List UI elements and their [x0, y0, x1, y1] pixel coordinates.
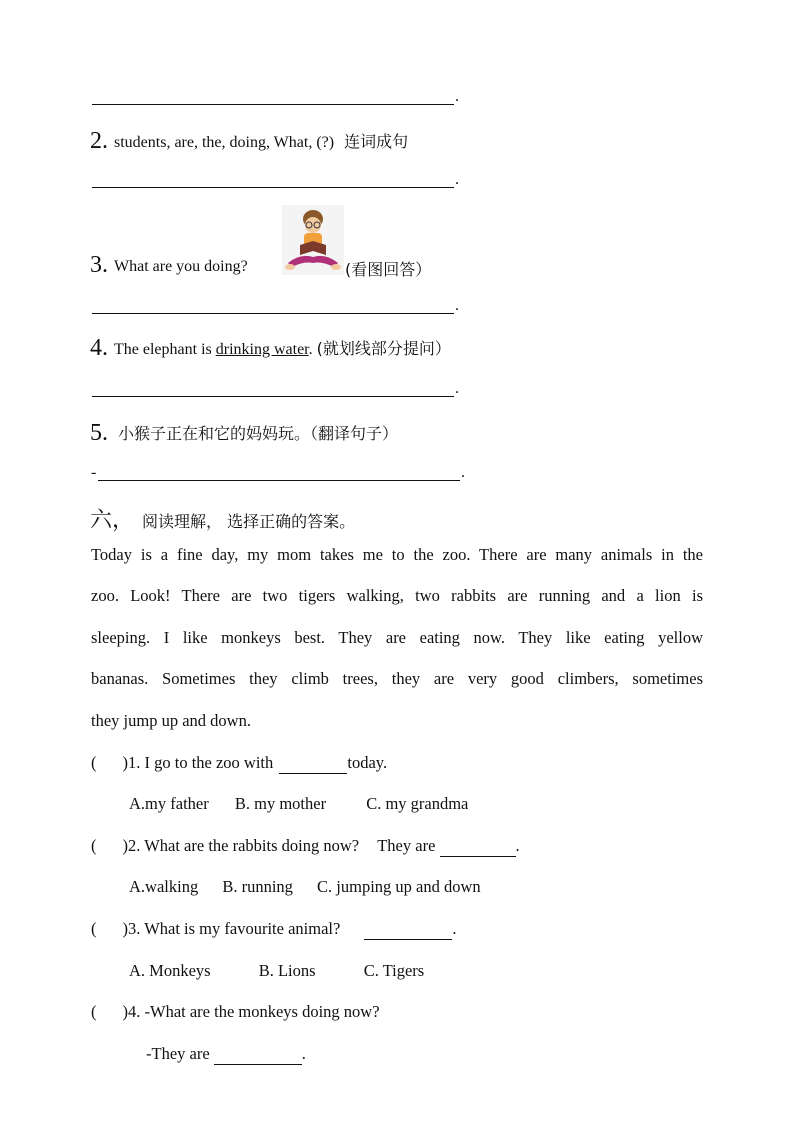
mc-question-1 [91, 753, 387, 774]
question-4-underlined-phrase: drinking water [215, 341, 309, 358]
mc-question-4-sub: -They are [146, 1044, 210, 1063]
mc-question-2-text: )2. What are the rabbits doing now? [122, 836, 360, 855]
option-b[interactable]: B. Lions [258, 961, 316, 980]
mc-question-2 [91, 836, 520, 857]
question-5-number: 5. [90, 420, 108, 446]
mc-question-1-text: )1. I go to the zoo with [122, 753, 274, 772]
q3-line-period: . [455, 297, 459, 314]
q3-answer-line[interactable] [92, 313, 454, 314]
option-c[interactable]: C. my grandma [366, 794, 469, 813]
mc-question-1-options [129, 794, 468, 814]
mc-question-4 [91, 1002, 380, 1022]
option-a[interactable]: A.walking [129, 877, 199, 896]
question-4-text-post: . [308, 341, 317, 358]
answer-paren-open[interactable]: ( [91, 919, 97, 938]
mc-question-3-after: . [452, 919, 457, 938]
section-6-heading [90, 503, 355, 534]
mc-question-3-text: )3. What is my favourite animal? [122, 919, 341, 938]
question-2-instruction: 连词成句 [344, 132, 409, 151]
mc-question-3 [91, 919, 457, 940]
option-a[interactable]: A. Monkeys [129, 961, 211, 980]
mc-question-1-blank[interactable] [279, 753, 347, 774]
question-3-text: What are you doing? [114, 258, 248, 275]
mc-question-4-after: . [301, 1044, 306, 1063]
mc-question-2-options [129, 877, 481, 897]
q5-answer-line[interactable] [98, 480, 460, 481]
question-5-text: 小猴子正在和它的妈妈玩。（翻译句子） [118, 424, 399, 443]
option-b[interactable]: B. my mother [234, 794, 327, 813]
question-3-instruction: (看图回答） [345, 260, 432, 279]
option-a[interactable]: A.my father [129, 794, 209, 813]
section-6-title: 阅读理解， 选择正确的答案。 [142, 512, 356, 531]
question-2-text: students, are, the, doing, What, (?) [114, 134, 335, 151]
passage-line: zoo. Look! There are two tigers walking, two rabbits are running and a lion is [91, 586, 703, 605]
q4-line-period: . [455, 380, 459, 397]
reading-boy-icon [282, 205, 344, 275]
mc-question-4-blank[interactable] [214, 1044, 302, 1065]
answer-paren-open[interactable]: ( [91, 753, 97, 772]
q2-answer-line[interactable] [92, 187, 454, 188]
q5-line-dash: - [91, 464, 97, 481]
mc-question-1-after: today. [347, 753, 388, 772]
mc-question-2-blank[interactable] [440, 836, 516, 857]
answer-paren-open[interactable]: ( [91, 1002, 97, 1021]
section-6-number: 六， [90, 508, 135, 533]
question-4-number: 4. [90, 335, 108, 361]
mc-question-4-answer [146, 1044, 306, 1065]
question-4 [90, 335, 451, 362]
passage-line: bananas. Sometimes they climb trees, they are very good climbers, sometimes [91, 669, 703, 688]
option-c[interactable]: C. Tigers [363, 961, 425, 980]
option-c[interactable]: C. jumping up and down [317, 877, 481, 896]
question-2-number: 2. [90, 128, 108, 154]
option-b[interactable]: B. running [222, 877, 293, 896]
reading-boy-picture [282, 205, 344, 275]
mc-question-3-options [129, 961, 424, 981]
question-5 [90, 420, 398, 447]
answer-paren-open[interactable]: ( [91, 836, 97, 855]
question-2 [90, 128, 408, 155]
q1-line-period: . [455, 88, 459, 105]
passage-line: Today is a fine day, my mom takes me to the zoo. There are many animals in the [91, 545, 703, 564]
q4-answer-line[interactable] [92, 396, 454, 397]
mc-question-4-text: )4. -What are the monkeys doing now? [122, 1002, 380, 1021]
passage-line: they jump up and down. [91, 711, 251, 730]
mc-question-2-mid: They are [377, 836, 436, 855]
question-4-text-pre: The elephant is [114, 341, 216, 358]
q5-line-period: . [461, 464, 465, 481]
mc-question-2-after: . [515, 836, 520, 855]
passage-line: sleeping. I like monkeys best. They are eating now. They like eating yellow [91, 628, 703, 647]
q2-line-period: . [455, 171, 459, 188]
mc-question-3-blank[interactable] [364, 919, 452, 940]
q1-answer-line[interactable] [92, 104, 454, 105]
question-4-instruction: (就划线部分提问） [316, 339, 451, 358]
question-3-number: 3. [90, 252, 108, 278]
question-3 [90, 252, 248, 279]
